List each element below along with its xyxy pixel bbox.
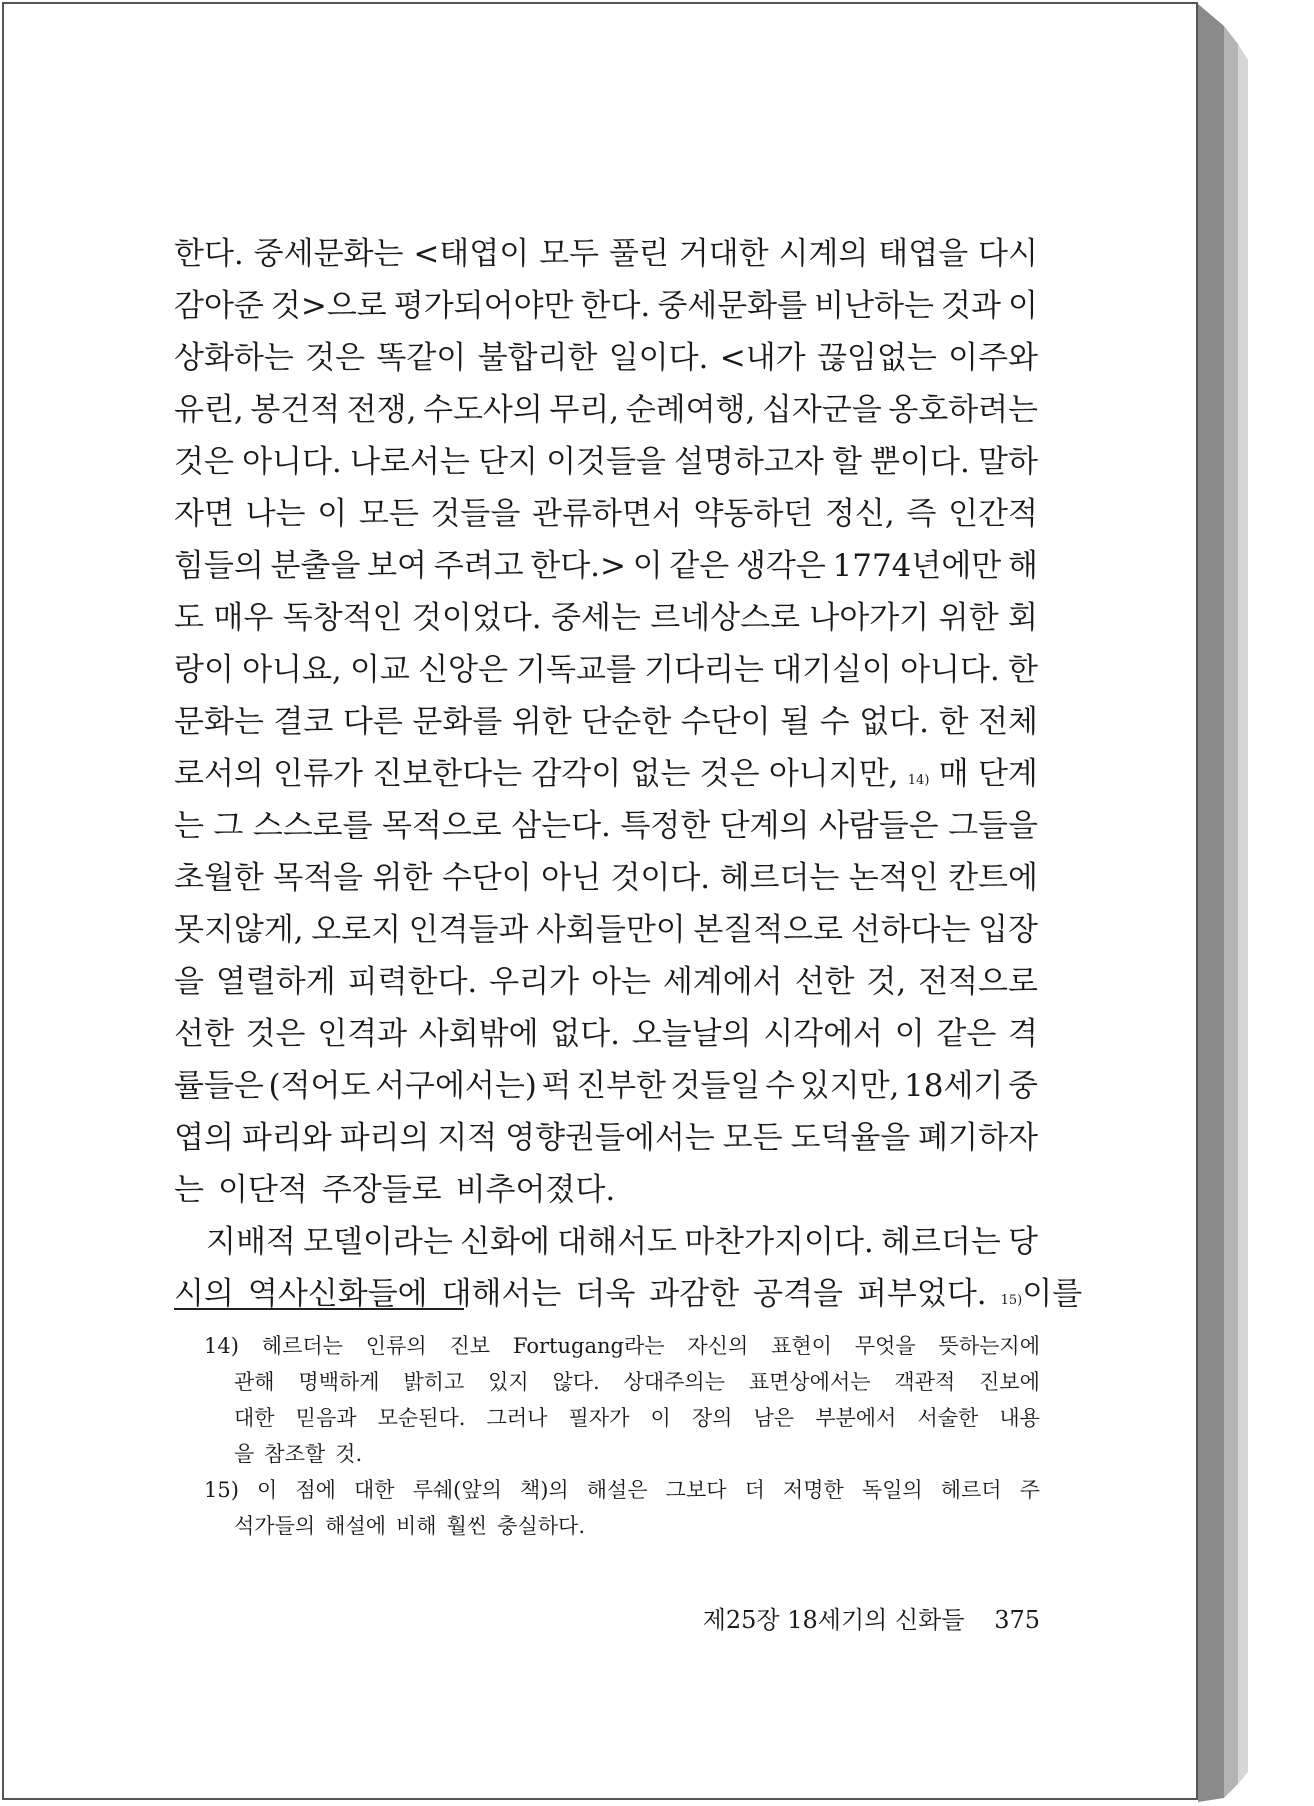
word: 입장 — [978, 912, 1038, 948]
word: 해 — [1007, 548, 1038, 584]
word: 상화하는 — [174, 340, 294, 376]
body-line — [174, 280, 1038, 332]
footnote-word: 14) — [204, 1334, 239, 1358]
word: 생각은 — [735, 548, 826, 584]
word: 나아가기 — [809, 600, 930, 636]
word: 는 — [174, 1172, 204, 1208]
word: 아니지만, — [768, 756, 899, 792]
word: 순례여행, — [625, 392, 756, 428]
body-line: 로서의 인류가 진보한다는 감각이 없는 것은 아니지만, 14) 매 단계 — [174, 748, 1038, 800]
word: 그 — [213, 808, 244, 844]
footnote-word: 표현이 — [771, 1334, 832, 1358]
word: 이를 — [1022, 1276, 1083, 1312]
body-line: 시의 역사신화들에 대해서는 더욱 과감한 공격을 퍼부었다. 15) 이를 — [174, 1268, 1038, 1320]
word: 대해서도 — [557, 1224, 677, 1260]
footnote-word: 더 — [744, 1478, 765, 1502]
word: 도덕율을 — [790, 1120, 911, 1156]
word: 대기실이 — [772, 652, 892, 688]
footnote-word: 인류의 — [365, 1334, 427, 1358]
footnote-line — [204, 1472, 1040, 1508]
word: 로서의 — [174, 756, 264, 792]
footnote-line — [204, 1328, 1040, 1364]
word: 감아준 — [174, 288, 264, 324]
word: 위한 — [938, 600, 999, 636]
word: 중세는 — [550, 600, 641, 636]
word: 것, — [866, 964, 907, 1000]
body-line — [174, 1008, 1038, 1060]
footnote-word: 무엇을 — [854, 1334, 916, 1358]
footnote-word: 훨씬 — [446, 1514, 488, 1538]
footnote-word: 믿음과 — [295, 1406, 357, 1430]
word: 한다.> — [530, 548, 626, 584]
footnote-word: 뜻하는지에 — [938, 1334, 1040, 1358]
word: 것들일 — [670, 1068, 761, 1104]
footnote-word: 참조할 — [264, 1442, 326, 1466]
word: 오늘날의 — [631, 1016, 752, 1052]
word: 피력한다. — [347, 964, 478, 1000]
word: 이 — [317, 496, 348, 532]
footnote-word: 을 — [234, 1442, 255, 1466]
footnote-word: 관해 — [234, 1370, 275, 1394]
word: 설명하고자 — [674, 444, 824, 480]
word: 한 — [938, 704, 969, 740]
footnote-word: 것. — [335, 1442, 363, 1466]
word: 주려고 — [433, 548, 524, 584]
word: 중 — [1008, 1068, 1038, 1104]
body-line — [174, 228, 1038, 280]
footnote-word: 헤르더 — [940, 1478, 1002, 1502]
footnote-word: 책)의 — [519, 1478, 569, 1502]
word: 회 — [1007, 600, 1038, 636]
word: 18세기 — [904, 1068, 1004, 1104]
footnote-word: 루쉐(앞의 — [412, 1478, 502, 1502]
word: 퍽 — [541, 1068, 572, 1104]
word: 칸트에 — [948, 860, 1038, 896]
word: 아는 — [590, 964, 651, 1000]
word: 유린, — [174, 392, 244, 428]
word: 문화를 — [412, 704, 503, 740]
word: 불합리한 — [477, 340, 598, 376]
word: 1774년에만 — [832, 548, 1002, 584]
word: 아니요, — [242, 652, 342, 688]
word: 공격을 — [753, 1276, 843, 1312]
word: 신화에 — [460, 1224, 550, 1260]
word: 도 — [174, 600, 204, 636]
word: 지적 — [437, 1120, 498, 1156]
body-line — [174, 644, 1038, 696]
word: 관류하면서 — [532, 496, 682, 532]
word: 것은 — [699, 756, 760, 792]
footnote-word: 해설은 — [586, 1478, 648, 1502]
footnote-word: 이 — [650, 1406, 671, 1430]
word: 파리와 — [241, 1120, 332, 1156]
word: 무리, — [549, 392, 620, 428]
word: 격 — [1007, 1016, 1038, 1052]
word: 기다리는 — [644, 652, 764, 688]
word: 과감한 — [649, 1276, 740, 1312]
word: 단순한 — [581, 704, 672, 740]
word: 못지않게, — [174, 912, 304, 948]
footnote-word: 해설에 — [325, 1514, 387, 1538]
word: 전체 — [978, 704, 1038, 740]
page-number: 375 — [994, 1606, 1040, 1634]
word: 것은 — [305, 340, 366, 376]
word: 이 — [894, 1016, 925, 1052]
footnote-word: 비해 — [396, 1514, 437, 1538]
word: 인격들과 — [408, 912, 529, 948]
word: 영향권들에서는 — [505, 1120, 715, 1156]
word: 선한 — [174, 1016, 234, 1052]
body-line — [174, 1216, 1038, 1268]
word: 모델이라는 — [303, 1224, 453, 1260]
word: 는 — [174, 808, 204, 844]
body-line — [174, 1112, 1038, 1164]
word: 것이었다. — [411, 600, 542, 636]
chapter-title: 18세기의 신화들 — [787, 1606, 965, 1634]
word: 위한 — [372, 860, 433, 896]
word: 위한 — [511, 704, 572, 740]
word: 이것들을 — [546, 444, 666, 480]
word: 헤르더는 — [719, 860, 840, 896]
word: 풀린 — [608, 236, 669, 272]
word: 없다. — [550, 1016, 621, 1052]
word: 이단적 — [217, 1172, 308, 1208]
body-line — [174, 384, 1038, 436]
word: 나는 — [245, 496, 306, 532]
word: 시계의 — [778, 236, 869, 272]
word: 똑같이 — [376, 340, 467, 376]
word: 수 — [819, 704, 850, 740]
word: 문화는 — [174, 704, 264, 740]
footnote-word: 이 — [256, 1478, 278, 1502]
footnotes — [204, 1328, 1040, 1544]
word: 인간적 — [948, 496, 1038, 532]
word: 평가되어야만 — [393, 288, 574, 324]
word: 률들은 — [174, 1068, 264, 1104]
word: 본질적으로 — [693, 912, 844, 948]
footnote-word: 진보 — [449, 1334, 491, 1358]
word: 당 — [1008, 1224, 1038, 1260]
footnote-word: 저명한 — [782, 1478, 844, 1502]
footnote-word: 점에 — [295, 1478, 336, 1502]
footnote-word: 진보에 — [979, 1370, 1040, 1394]
body-line — [174, 956, 1038, 1008]
word: 즉 — [906, 496, 937, 532]
word: 결코 — [273, 704, 334, 740]
word: 수 — [765, 1068, 796, 1104]
word: 삼는다. — [511, 808, 611, 844]
word: 그들을 — [948, 808, 1038, 844]
word: 스스로를 — [252, 808, 373, 844]
word: <내가 — [719, 340, 806, 376]
word: 목적을 — [273, 860, 364, 896]
word: 더욱 — [575, 1276, 636, 1312]
footnote-word: 자신의 — [687, 1334, 749, 1358]
body-line — [174, 332, 1038, 384]
word: 수단이 — [441, 860, 532, 896]
word: 서구에서는) — [375, 1068, 537, 1104]
word: 없다. — [859, 704, 929, 740]
word: 진보한다는 — [372, 756, 523, 792]
word: 사회들만이 — [536, 912, 686, 948]
word: 한 — [1007, 652, 1038, 688]
word: 진부한 — [576, 1068, 666, 1104]
word: 헤르더는 — [881, 1224, 1001, 1260]
word: 독창적인 — [282, 600, 403, 636]
word: 논적인 — [848, 860, 939, 896]
word: 아닌 — [541, 860, 602, 896]
footnote-word: 부분에서 — [815, 1406, 897, 1430]
footnote-word: 장의 — [691, 1406, 733, 1430]
word: 될 — [780, 704, 811, 740]
footnote-word: 내용 — [999, 1406, 1040, 1430]
body-line — [174, 1060, 1038, 1112]
word: 정신, — [824, 496, 895, 532]
word: 이 — [1007, 288, 1038, 324]
footnote-word: 주 — [1019, 1478, 1040, 1502]
word: 시각에서 — [763, 1016, 884, 1052]
word: 것은 — [245, 1016, 306, 1052]
word: 것은 — [174, 444, 234, 480]
word: 같은 — [936, 1016, 997, 1052]
footnote-word: 헤르더는 — [261, 1334, 343, 1358]
word: 인류가 — [273, 756, 363, 792]
word: 분출을 — [270, 548, 361, 584]
chapter-label: 제25장 — [702, 1606, 780, 1634]
word: 단계의 — [719, 808, 810, 844]
footnote-word: 있지 — [488, 1370, 529, 1394]
word: 것>으로 — [270, 288, 387, 324]
word: 파리의 — [339, 1120, 430, 1156]
word: 단지 — [477, 444, 538, 480]
running-footer — [680, 1602, 1040, 1638]
body-line — [174, 540, 1038, 592]
word: 이 — [632, 548, 663, 584]
body-text — [174, 228, 1083, 1320]
footnote-word: 객관적 — [894, 1370, 956, 1394]
word: 사회밖에 — [418, 1016, 539, 1052]
word: 거대한 — [678, 236, 769, 272]
body-line — [174, 436, 1038, 488]
word: 사람들은 — [818, 808, 939, 844]
word: 오로지 — [311, 912, 402, 948]
body-line — [174, 800, 1038, 852]
footnote-word: 그보다 — [665, 1478, 727, 1502]
word: 비난하는 — [814, 288, 934, 324]
word: 감각이 — [531, 756, 622, 792]
word: <태엽이 — [413, 236, 530, 272]
footnote-word: 대한 — [353, 1478, 395, 1502]
footnote-line — [204, 1400, 1040, 1436]
body-line — [174, 488, 1038, 540]
body-line — [174, 592, 1038, 644]
word: 같은 — [669, 548, 730, 584]
word: 것이다. — [610, 860, 711, 896]
body-line — [174, 696, 1038, 748]
footnote-word: 독일의 — [861, 1478, 923, 1502]
word: 없는 — [630, 756, 691, 792]
footnote-word: 석가들의 — [234, 1514, 316, 1538]
body-line — [174, 1164, 1038, 1216]
word: 초월한 — [174, 860, 264, 896]
word: 것들을 — [430, 496, 521, 532]
word: 대해서는 — [441, 1276, 562, 1312]
footnote-line — [204, 1508, 1040, 1544]
word: 목적으로 — [381, 808, 502, 844]
body-line — [174, 904, 1038, 956]
word: 모든 — [358, 496, 419, 532]
word: 르네상스로 — [650, 600, 800, 636]
word: 이교 — [349, 652, 410, 688]
word: 끊임없는 — [816, 340, 937, 376]
word: 약동하던 — [693, 496, 814, 532]
word: 엽의 — [174, 1120, 234, 1156]
word: 아니다. — [242, 444, 342, 480]
word: 수도사의 — [423, 392, 543, 428]
word: 우리가 — [489, 964, 580, 1000]
word: 중세문화를 — [657, 288, 808, 324]
word: 수단이 — [680, 704, 771, 740]
word: 선하다는 — [850, 912, 971, 948]
footnote-word: 모순된다. — [377, 1406, 466, 1430]
word: 신앙은 — [418, 652, 508, 688]
word: 역사신화들에 — [247, 1276, 428, 1312]
footnote-word: 서술한 — [917, 1406, 979, 1430]
word: 특정한 — [620, 808, 711, 844]
body-line — [174, 852, 1038, 904]
footnote-word: 상대주의는 — [623, 1370, 725, 1394]
footnote-word: 대한 — [234, 1406, 275, 1430]
word: 단계 — [977, 756, 1038, 792]
footnote-word: 밝히고 — [403, 1370, 465, 1394]
footnote-divider — [174, 1308, 464, 1310]
word: 할 — [831, 444, 862, 480]
word: 세계에서 — [662, 964, 783, 1000]
word: 랑이 — [174, 652, 234, 688]
word: 매 — [938, 756, 969, 792]
footnote-word: Fortugang라는 — [512, 1334, 665, 1358]
word: 다시 — [978, 236, 1038, 272]
word: 나로서는 — [349, 444, 470, 480]
word: 기독교를 — [516, 652, 636, 688]
word: 자면 — [174, 496, 234, 532]
word: 모두 — [539, 236, 599, 272]
word: 일이다. — [608, 340, 709, 376]
footnote-word: 15) — [204, 1478, 239, 1502]
word: 보여 — [367, 548, 427, 584]
word: 봉건적 — [250, 392, 341, 428]
word: 모든 — [722, 1120, 783, 1156]
word: 이주와 — [948, 340, 1038, 376]
word: 한다. — [580, 288, 651, 324]
footnote-word: 명백하게 — [298, 1370, 380, 1394]
word: 십자군을 — [761, 392, 882, 428]
word: 인격과 — [317, 1016, 408, 1052]
word: 열렬하게 — [215, 964, 336, 1000]
word: 마찬가지이다. — [684, 1224, 874, 1260]
word: (적어도 — [268, 1068, 371, 1104]
word: 폐기하자 — [918, 1120, 1038, 1156]
word: 힘들의 — [174, 548, 264, 584]
footnote-word: 충실하다. — [497, 1514, 585, 1538]
word: 비추어졌다. — [455, 1172, 616, 1208]
word: 뿐이다. — [870, 444, 970, 480]
word: 시의 — [174, 1276, 234, 1312]
word: 한다. — [174, 236, 244, 272]
word: 주장들로 — [321, 1172, 442, 1208]
footnote-line — [204, 1364, 1040, 1400]
word: 을 — [174, 964, 204, 1000]
footnote-word: 않다. — [552, 1370, 600, 1394]
word: 전적으로 — [918, 964, 1038, 1000]
word: 옹호하려는 — [888, 392, 1038, 428]
word: 중세문화는 — [253, 236, 404, 272]
word: 아니다. — [900, 652, 1000, 688]
word: 다른 — [342, 704, 403, 740]
word: 말하 — [978, 444, 1038, 480]
word: 있지만, — [799, 1068, 900, 1104]
footnote-word: 그러나 — [486, 1406, 548, 1430]
word: 태엽을 — [878, 236, 969, 272]
footnote-word: 남은 — [753, 1406, 795, 1430]
word: 퍼부었다. — [856, 1276, 987, 1312]
word: 선한 — [794, 964, 855, 1000]
footnote-line — [204, 1436, 1040, 1472]
footnote-word: 필자가 — [568, 1406, 630, 1430]
word: 매우 — [213, 600, 274, 636]
word: 것과 — [941, 288, 1001, 324]
word: 전쟁, — [346, 392, 417, 428]
word: 지배적 — [206, 1224, 296, 1260]
footnote-word: 표면상에서는 — [748, 1370, 871, 1394]
